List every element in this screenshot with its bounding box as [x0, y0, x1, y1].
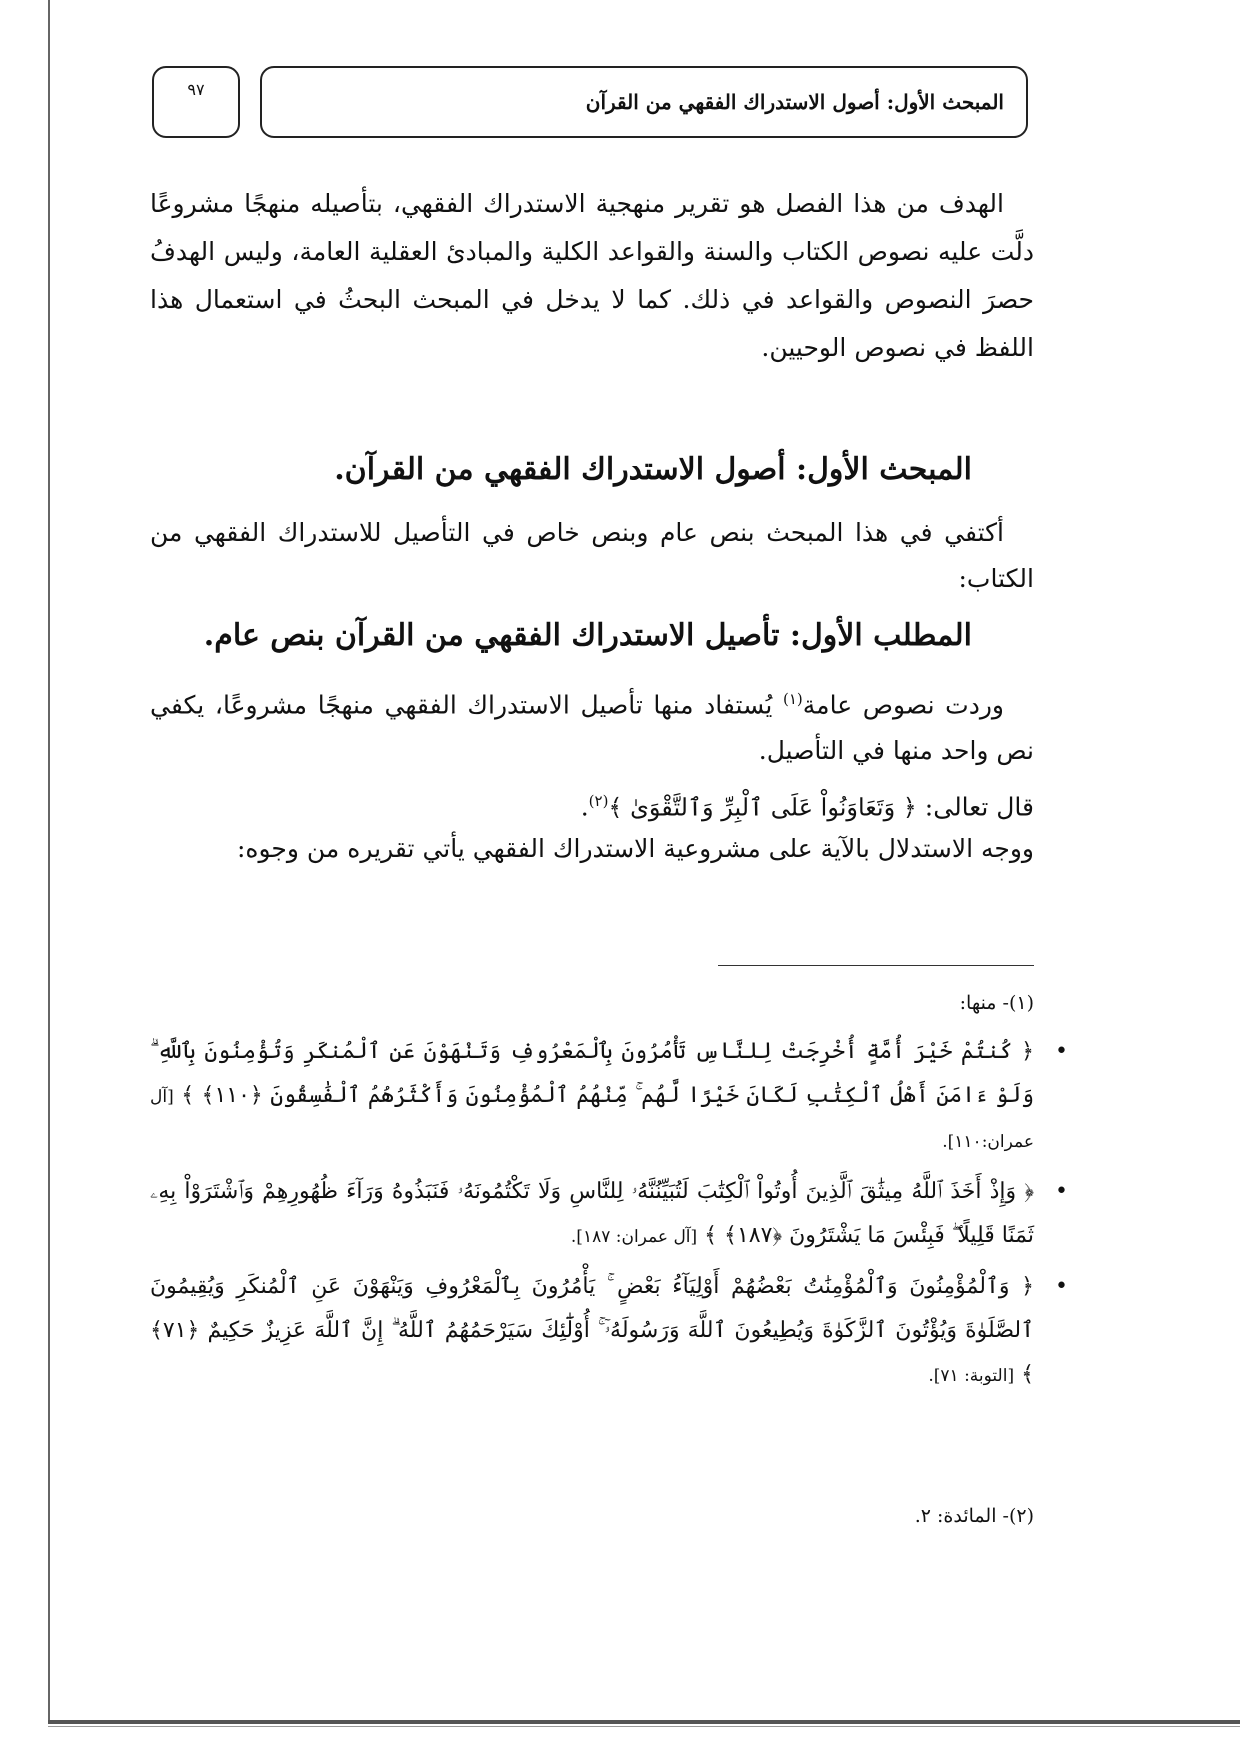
subsection-text-after: يُستفاد منها تأصيل الاستدراك الفقهي منهجًا مشروعًا، يكفي نص واحد منها في التأصيل. [150, 690, 1034, 766]
page-frame-bottom [48, 1720, 1240, 1724]
intro-paragraph: الهدف من هذا الفصل هو تقرير منهجية الاستدراك الفقهي، بتأصيله منهجًا مشروعًا دلَّت عليه نصوص الكتاب والسنة والقواعد الكلية والمبادئ العقلية العامة، وليس الهدفُ حصرَ النصوص والقواعد في ذلك. كما لا يدخل في المبحث البحثُ في استعمال هذا اللفظ في نصوص الوحيين. [150, 189, 1034, 362]
footnote-ref-2[interactable]: (٢) [588, 792, 609, 810]
footnote-ref-1[interactable]: (١) [783, 690, 803, 708]
footnote-separator [718, 965, 1034, 966]
verse-line [150, 778, 1064, 830]
verse-end: . [580, 792, 589, 822]
subsection-title: المطلب الأول: تأصيل الاستدراك الفقهي من القرآن بنص عام. [203, 618, 972, 653]
verse-intro: قال تعالى: [916, 792, 1034, 822]
footnote-1-list [150, 1030, 1076, 1404]
page-frame-bottom-line [48, 1726, 1240, 1727]
footnote-1-item [150, 1170, 1034, 1259]
running-header-title: المبحث الأول: أصول الاستدراك الفقهي من القرآن [585, 90, 1004, 114]
reasoning-text: ووجه الاستدلال بالآية على مشروعية الاستدراك الفقهي يأتي تقريره من وجوه: [236, 834, 1034, 863]
footnote-1-item-ref: [آل عمران: ١٨٧]. [570, 1227, 698, 1247]
page-number: ٩٧ [187, 80, 205, 99]
footnote-2: (٢)- المائدة: ٢. [914, 1505, 1034, 1527]
footnote-1-item-ref: [آل عمران:١١٠]. [150, 1087, 1034, 1152]
subsection-text [150, 676, 1034, 774]
footnote-1-item [150, 1265, 1034, 1398]
running-header [260, 66, 1028, 138]
footnote-1-item-verse: ﴿ وَإِذْ أَخَذَ ٱللَّهُ مِيثَٰقَ ٱلَّذِينَ أُوتُواْ ٱلْكِتَٰبَ لَتُبَيِّنُنَّهُۥ لِلنَّاسِ وَلَا تَكْتُمُونَهُۥ فَنَبَذُوهُ وَرَآءَ ظُهُورِهِمْ وَٱشْتَرَوْاْ بِهِۦ ثَمَنًا قَلِيلًا ۖ فَبِئْسَ مَا يَشْتَرُونَ ﴿١٨٧﴾ ﴾ [150, 1179, 1034, 1248]
section-text: أكتفي في هذا المبحث بنص عام وبنص خاص في التأصيل للاستدراك الفقهي من الكتاب: [150, 518, 1034, 593]
footnote-1-item-verse: ﴿ كُنتُمْ خَيْرَ أُمَّةٍ أُخْرِجَتْ لِلنَّاسِ تَأْمُرُونَ بِٱلْمَعْرُوفِ وَتَنْهَوْنَ عَنِ ٱلْمُنكَرِ وَتُؤْمِنُونَ بِٱللَّهِ ۗ وَلَوْ ءَامَنَ أَهْلُ ٱلْكِتَٰبِ لَكَانَ خَيْرًا لَّهُم ۚ مِّنْهُمُ ٱلْمُؤْمِنُونَ وَأَكْثَرُهُمُ ٱلْفَٰسِقُونَ ﴿١١٠﴾ ﴾ [150, 1039, 1034, 1108]
page-frame-left [48, 0, 50, 1722]
verse-text: ﴿ وَتَعَاوَنُواْ عَلَى ٱلْبِرِّ وَٱلتَّقْوَىٰ ﴾ [608, 793, 917, 822]
subsection-text-before: وردت نصوص عامة [802, 690, 1004, 720]
footnote-1-item-verse: ﴿ وَٱلْمُؤْمِنُونَ وَٱلْمُؤْمِنَٰتُ بَعْضُهُمْ أَوْلِيَآءُ بَعْضٍ ۚ يَأْمُرُونَ بِٱلْمَعْرُوفِ وَيَنْهَوْنَ عَنِ ٱلْمُنكَرِ وَيُقِيمُونَ ٱلصَّلَوٰةَ وَيُؤْتُونَ ٱلزَّكَوٰةَ وَيُطِيعُونَ ٱللَّهَ وَرَسُولَهُۥٓ ۚ أُوْلَٰٓئِكَ سَيَرْحَمُهُمُ ٱللَّهُ ۗ إِنَّ ٱللَّهَ عَزِيزٌ حَكِيمٌ ﴿٧١﴾ ﴾ [150, 1274, 1034, 1387]
page-number-box [152, 66, 240, 138]
footnote-1-item [150, 1030, 1034, 1164]
footnote-1-head: (١)- منها: [959, 992, 1034, 1014]
section-title: المبحث الأول: أصول الاستدراك الفقهي من القرآن. [334, 452, 972, 487]
footnote-1-item-ref: [التوبة: ٧١]. [928, 1366, 1015, 1386]
